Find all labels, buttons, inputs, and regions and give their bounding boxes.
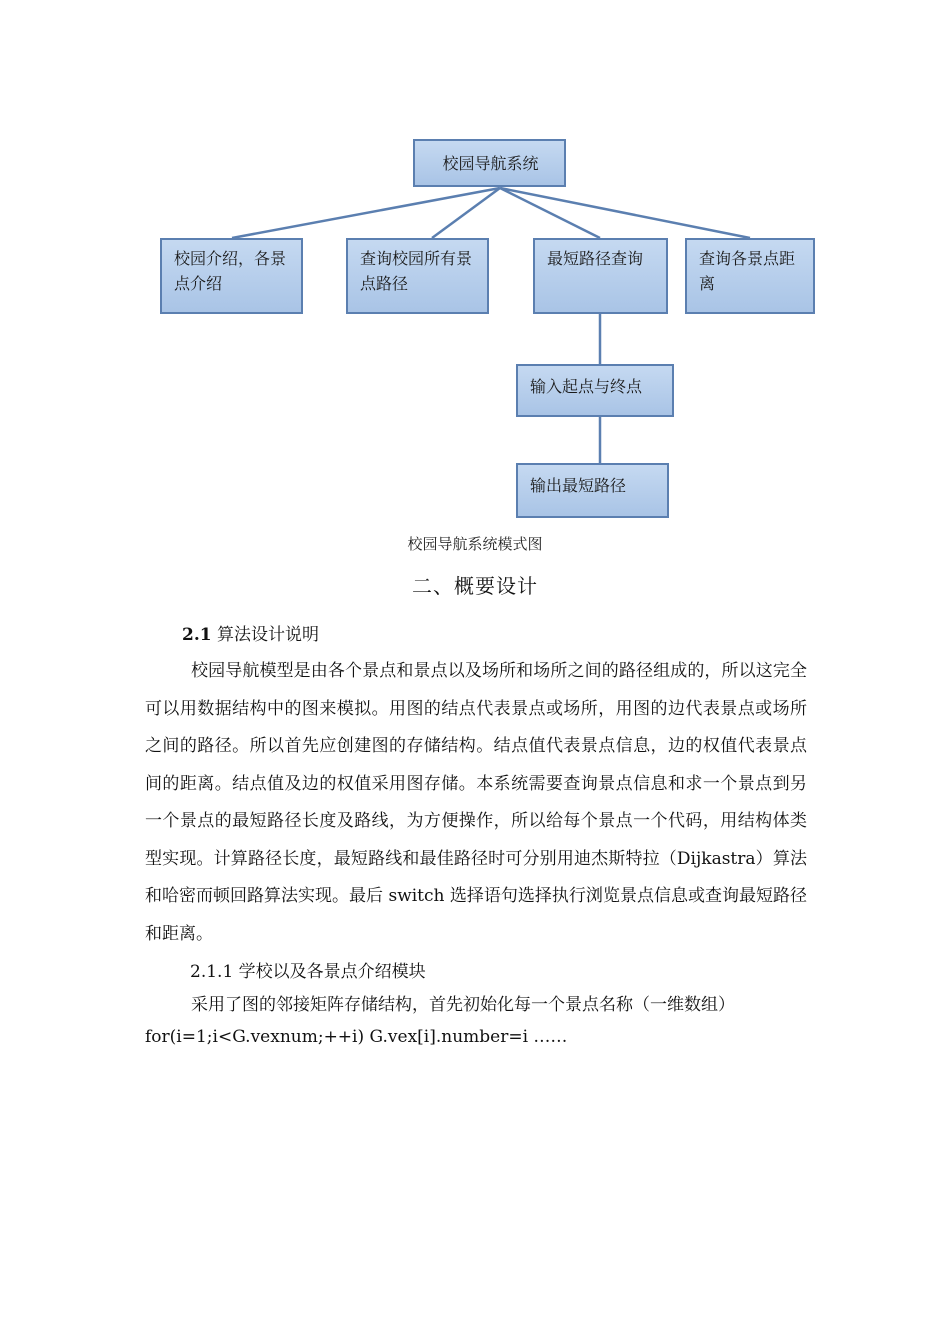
node-output-path: 输出最短路径 [516, 463, 669, 518]
node-shortest-path: 最短路径查询 [533, 238, 668, 314]
navigation-system-diagram [0, 0, 950, 560]
node-distance-query: 查询各景点距离 [685, 238, 815, 314]
subsection-title: 算法设计说明 [211, 625, 319, 645]
node-all-paths: 查询校园所有景点路径 [346, 238, 489, 314]
diagram-caption: 校园导航系统模式图 [407, 535, 543, 553]
connector-3 [500, 188, 600, 238]
node-input-points: 输入起点与终点 [516, 364, 674, 417]
code-line: for(i=1;i<G.vexnum;++i) G.vex[i].number=i …… [145, 1027, 568, 1047]
subsection-number: 2.1 [182, 625, 212, 645]
algorithm-paragraph: 校园导航模型是由各个景点和景点以及场所和场所之间的路径组成的，所以这完全可以用数据结构中的图来模拟。用图的结点代表景点或场所，用图的边代表景点或场所之间的路径。所以首先应创建图的存储结构。结点值代表景点信息，边的权值代表景点间的距离。结点值及边的权值采用图存储。本系统需要查询景点信息和求一个景点到另一个景点的最短路径长度及路线，为方便操作，所以给每个景点一个代码，用结构体类型实现。计算路径长度，最短路线和最佳路径时可分别用迪杰斯特拉（Dijkastra）算法和哈密而顿回路算法实现。最后 switch 选择语句选择执行浏览景点信息或查询最短路径和距离。 [145, 661, 807, 944]
node-campus-intro: 校园介绍，各景点介绍 [160, 238, 303, 314]
adjacency-paragraph: 采用了图的邻接矩阵存储结构，首先初始化每一个景点名称（一维数组） [191, 995, 735, 1015]
subsubsection-heading: 2.1.1 学校以及各景点介绍模块 [190, 962, 426, 982]
subsection-heading [182, 620, 319, 645]
connector-1 [232, 188, 500, 238]
section-title: 二、概要设计 [412, 574, 538, 598]
connector-4 [500, 188, 750, 238]
root-node: 校园导航系统 [413, 139, 566, 187]
